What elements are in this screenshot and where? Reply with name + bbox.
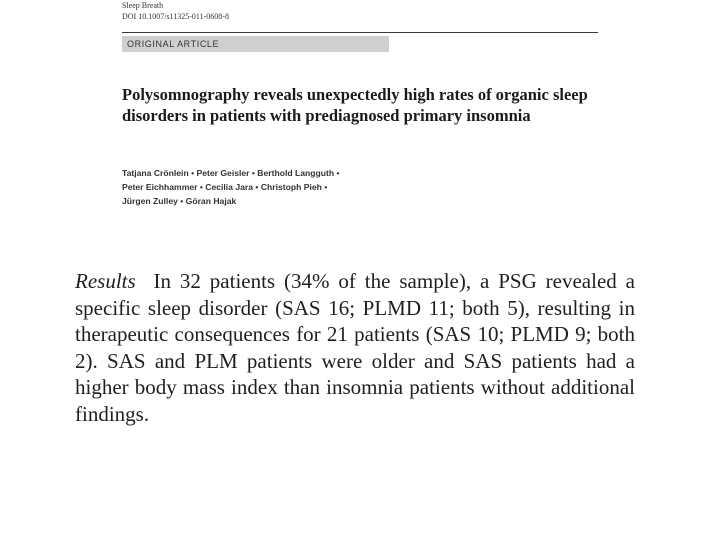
abstract-results: [75, 268, 635, 427]
author-list: [122, 166, 392, 208]
journal-name: Sleep Breath: [122, 1, 164, 10]
abstract-text: In 32 patients (34% of the sample), a PSG revealed a specific sleep disorder (SAS 16; PLMD 11; both 5), resulting in therapeutic consequences for 21 patients (SAS 10; PLMD 9; both 2). SAS and PLM patients were older and SAS patients had a higher body mass index than insomnia patients without additional findings.: [75, 269, 635, 426]
article-type-label: ORIGINAL ARTICLE: [127, 39, 220, 49]
author-line: Peter Eichhammer • Cecilia Jara • Christoph Pieh •: [122, 182, 328, 192]
author-line: Tatjana Crönlein • Peter Geisler • Berthold Langguth •: [122, 168, 340, 178]
article-title: Polysomnography reveals unexpectedly high rates of organic sleep disorders in patients with prediagnosed primary insomnia: [122, 85, 588, 125]
author-line: Jürgen Zulley • Göran Hajak: [122, 196, 237, 206]
header-divider: [122, 32, 598, 33]
abstract-label: Results: [75, 269, 136, 293]
journal-header: [122, 0, 229, 22]
journal-doi: DOI 10.1007/s11325-011-0608-8: [122, 12, 229, 21]
article-type-banner: [122, 36, 389, 52]
